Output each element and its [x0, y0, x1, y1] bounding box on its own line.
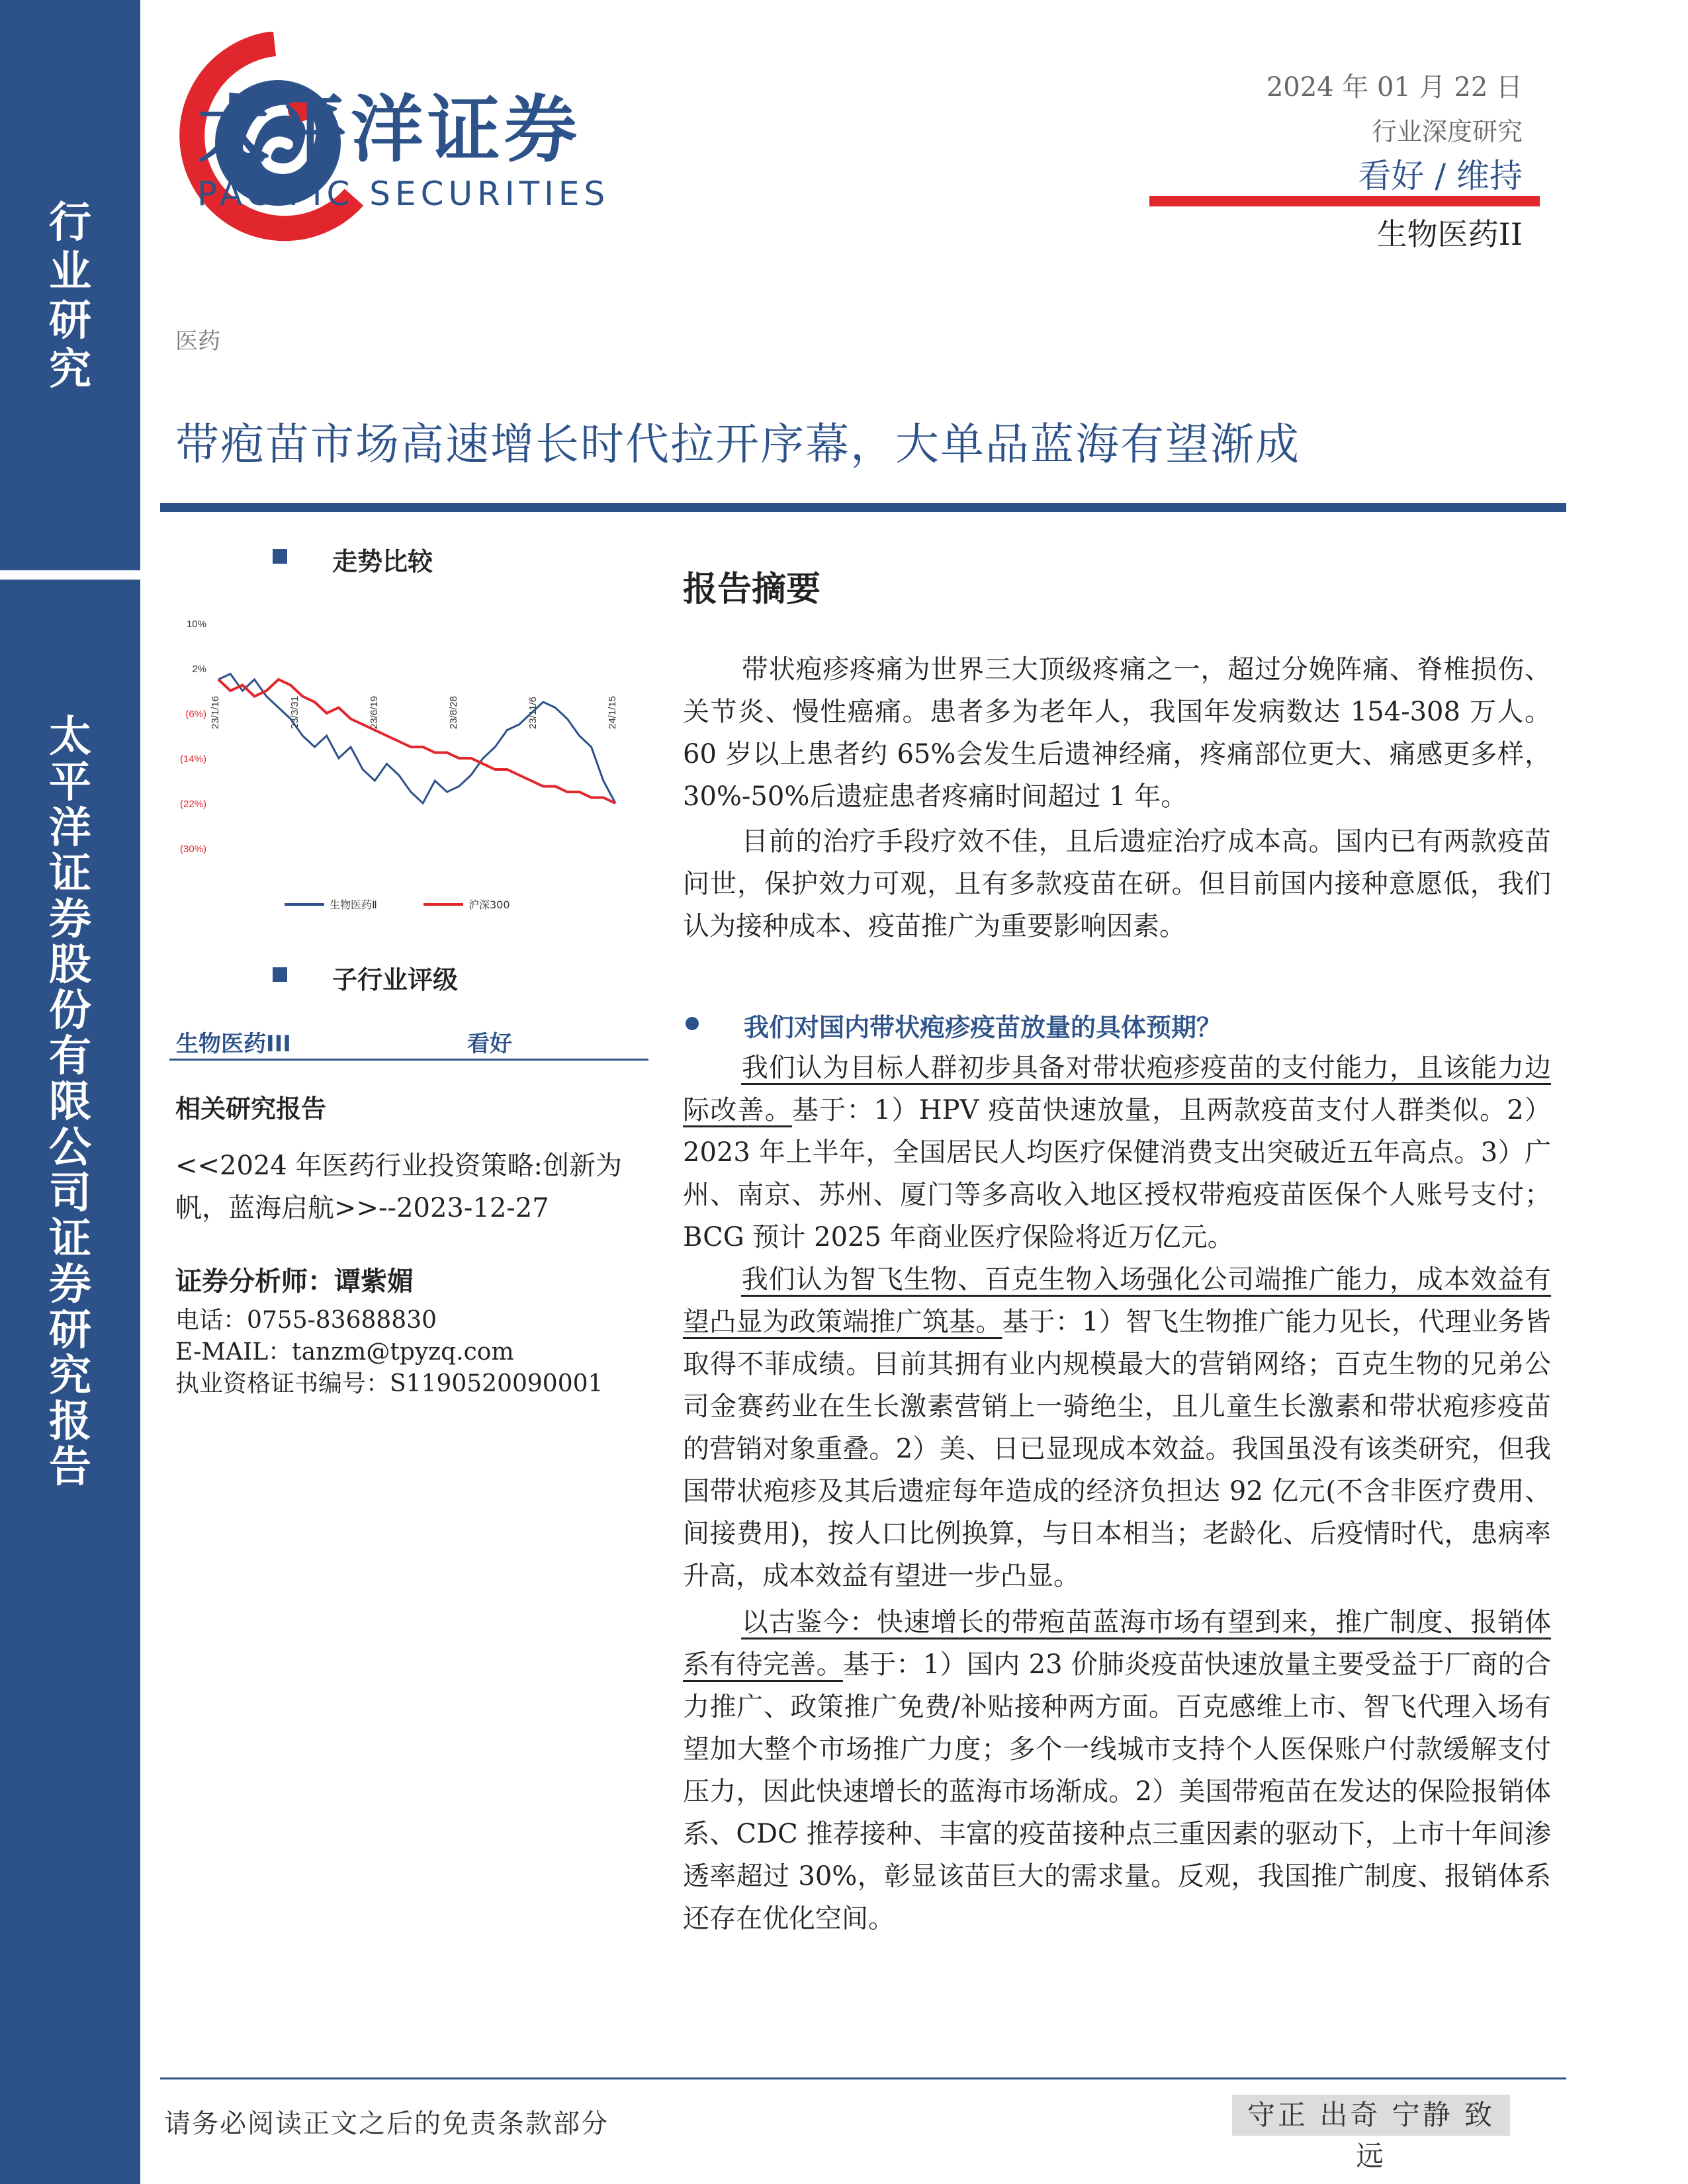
summary-p2-text: 目前的治疗手段疗效不佳，且后遗症治疗成本高。国内已有两款疫苗问世，保护效力可观，且有多款疫苗在研。但目前国内接种意愿低，我们认为接种成本、疫苗推广为重要影响因素。 — [683, 826, 1551, 941]
sidebar-char: 公 — [49, 1123, 91, 1172]
legend-label: 生物医药Ⅱ — [330, 898, 377, 911]
sidebar-char: 洋 — [49, 804, 91, 853]
summary-p5-text: 基于：1）国内 23 价肺炎疫苗快速放量主要受益于厂商的合力推广、政策推广免费/补贴接种两方面。百克感维上市、智飞代理入场有望加大整个市场推广力度；多个一线城市支持个人医保账户付款缓解支付压力，因此快速增长的蓝海市场渐成。2）美国带疱苗在发达的保险报销体系、CDC 推荐接种、丰富的疫苗接种点三重因素的驱动下，上市十年间渗透率超过 30%，彰显该苗巨大的需求量。反观，我国推广制度、报销体系还存在优化空间。 — [683, 1649, 1552, 1934]
trend-chart — [165, 603, 642, 921]
report-type: 行业深度研究 — [1371, 117, 1523, 146]
trend-heading: 走势比较 — [332, 547, 433, 576]
sidebar-label-company — [0, 715, 140, 1491]
sidebar — [0, 0, 140, 2184]
footer-motto: 守正 出奇 宁静 致远 — [1232, 2095, 1510, 2136]
sub-rating-row — [169, 1026, 648, 1059]
section-square-icon — [273, 967, 287, 982]
summary-p1-text: 带状疱疹疼痛为世界三大顶级疼痛之一，超过分娩阵痛、脊椎损伤、关节炎、慢性癌痛。患者多为老年人，我国年发病数达 154-308 万人。60 岁以上患者约 65%会发生后遗神经痛，疼痛部位更大、痛感更多样，30%-50%后遗症患者疼痛时间超过 1 年。 — [683, 654, 1551, 812]
y-tick-label: (22%) — [179, 799, 206, 810]
sidebar-char: 报 — [49, 1397, 91, 1446]
x-tick-label: 23/11/6 — [527, 697, 539, 729]
header-accent-bar — [1149, 196, 1540, 206]
sidebar-char: 太 — [49, 713, 91, 762]
summary-heading: 报告摘要 — [683, 570, 821, 609]
analyst-email[interactable]: E-MAIL：tanzm@tpyzq.com — [175, 1338, 514, 1366]
analyst-name: 证券分析师：谭紫媚 — [175, 1266, 414, 1297]
page-title: 带疱苗市场高速增长时代拉开序幕，大单品蓝海有望渐成 — [175, 419, 1300, 470]
sidebar-divider — [0, 570, 140, 580]
summary-paragraph-4 — [683, 1258, 1551, 1597]
summary-p4-text: 基于：1）智飞生物推广能力见长，代理业务皆取得不菲成绩。目前其拥有业内规模最大的营销网络；百克生物的兄弟公司金赛药业在生长激素营销上一骑绝尘，且儿童生长激素和带状疱疹疫苗的营销对象重叠。2）美、日已显现成本效益。我国虽没有该类研究，但我国带状疱疹及其后遗症每年造成的经济负担达 92 亿元(不含非医疗费用、间接费用)，按人口比例换算，与日本相当；老龄化、后疫情时代，患病率升高，成本效益有望进一步凸显。 — [683, 1307, 1552, 1591]
sub-rating-value: 看好 — [467, 1031, 512, 1057]
sidebar-char: 研 — [49, 1306, 91, 1355]
sidebar-char: 研 — [49, 296, 91, 345]
analyst-phone: 电话：0755-83688830 — [175, 1307, 437, 1334]
y-tick-label: 2% — [192, 664, 206, 675]
industry-rating: 看好 / 维持 — [1358, 157, 1523, 195]
summary-p3-key: 我们认为目标人群初步具备对带状疱疹疫苗的支付能力，且该能力边际改善。 — [683, 1053, 1551, 1125]
x-tick-label: 23/1/16 — [210, 695, 221, 729]
sidebar-char: 究 — [49, 1352, 91, 1401]
sidebar-char: 究 — [49, 345, 91, 394]
brand-name-en: PACIFIC SECURITIES — [197, 175, 610, 213]
related-heading: 相关研究报告 — [175, 1094, 327, 1123]
summary-paragraph-2 — [683, 820, 1551, 947]
section-square-icon — [273, 549, 287, 564]
related-report-link[interactable]: <<2024 年医药行业投资策略:创新为帆，蓝海启航>>--2023-12-27 — [175, 1151, 623, 1223]
sidebar-char: 证 — [49, 850, 91, 898]
sidebar-label-industry-research — [0, 198, 140, 394]
sidebar-char: 券 — [49, 1260, 91, 1309]
bullet-question: 我们对国内带状疱疹疫苗放量的具体预期？ — [744, 1013, 1222, 1042]
sidebar-char: 平 — [49, 758, 91, 807]
sidebar-char: 行 — [49, 198, 91, 247]
summary-paragraph-5 — [683, 1601, 1551, 1940]
summary-p4-key: 我们认为智飞生物、百克生物入场强化公司端推广能力，成本效益有望凸显为政策端推广筑基。 — [683, 1264, 1551, 1337]
brand-name-cn: 太平洋证券 — [197, 87, 581, 172]
y-tick-label: (6%) — [185, 709, 206, 720]
bullet-dot-icon — [686, 1017, 699, 1030]
sidebar-char: 有 — [49, 1032, 91, 1081]
footer-divider — [160, 2077, 1566, 2079]
sector-name: 生物医药II — [1376, 216, 1523, 252]
y-tick-label: (14%) — [179, 754, 206, 765]
sidebar-char: 股 — [49, 941, 91, 990]
summary-paragraph-1 — [683, 648, 1551, 818]
sub-rating-heading: 子行业评级 — [332, 965, 459, 994]
y-tick-label: 10% — [186, 619, 206, 630]
sidebar-char: 券 — [49, 895, 91, 944]
sub-rating-name: 生物医药III — [176, 1031, 291, 1057]
sidebar-char: 告 — [49, 1443, 91, 1492]
sidebar-char: 份 — [49, 986, 91, 1035]
x-tick-label: 23/8/28 — [448, 695, 459, 729]
x-tick-label: 24/1/15 — [607, 695, 618, 729]
category-label: 医药 — [175, 328, 220, 355]
footer-disclaimer: 请务必阅读正文之后的免责条款部分 — [164, 2109, 609, 2139]
x-tick-label: 23/6/19 — [369, 695, 380, 729]
sidebar-char: 业 — [49, 247, 91, 296]
title-divider — [160, 503, 1566, 512]
series-line — [218, 679, 615, 803]
report-date: 2024 年 01 月 22 日 — [1266, 72, 1523, 103]
sidebar-char: 司 — [49, 1169, 91, 1218]
x-tick-label: 23/3/31 — [289, 695, 300, 729]
analyst-license: 执业资格证书编号：S1190520090001 — [175, 1370, 603, 1397]
sidebar-char: 证 — [49, 1215, 91, 1264]
sub-rating-divider — [169, 1059, 648, 1061]
summary-paragraph-3 — [683, 1047, 1551, 1258]
y-tick-label: (30%) — [179, 844, 206, 855]
legend-label: 沪深300 — [468, 898, 510, 911]
series-line — [218, 674, 615, 804]
sidebar-char: 限 — [49, 1078, 91, 1127]
summary-p5-key: 以古鉴今：快速增长的带疱苗蓝海市场有望到来，推广制度、报销体系有待完善。 — [683, 1607, 1551, 1680]
summary-p3-text: 基于：1）HPV 疫苗快速放量，且两款疫苗支付人群类似。2）2023 年上半年，全国居民人均医疗保健消费支出突破近五年高点。3）广州、南京、苏州、厦门等多高收入地区授权带疱疫苗医保个人账号支付；BCG 预计 2025 年商业医疗保险将近万亿元。 — [683, 1095, 1552, 1252]
